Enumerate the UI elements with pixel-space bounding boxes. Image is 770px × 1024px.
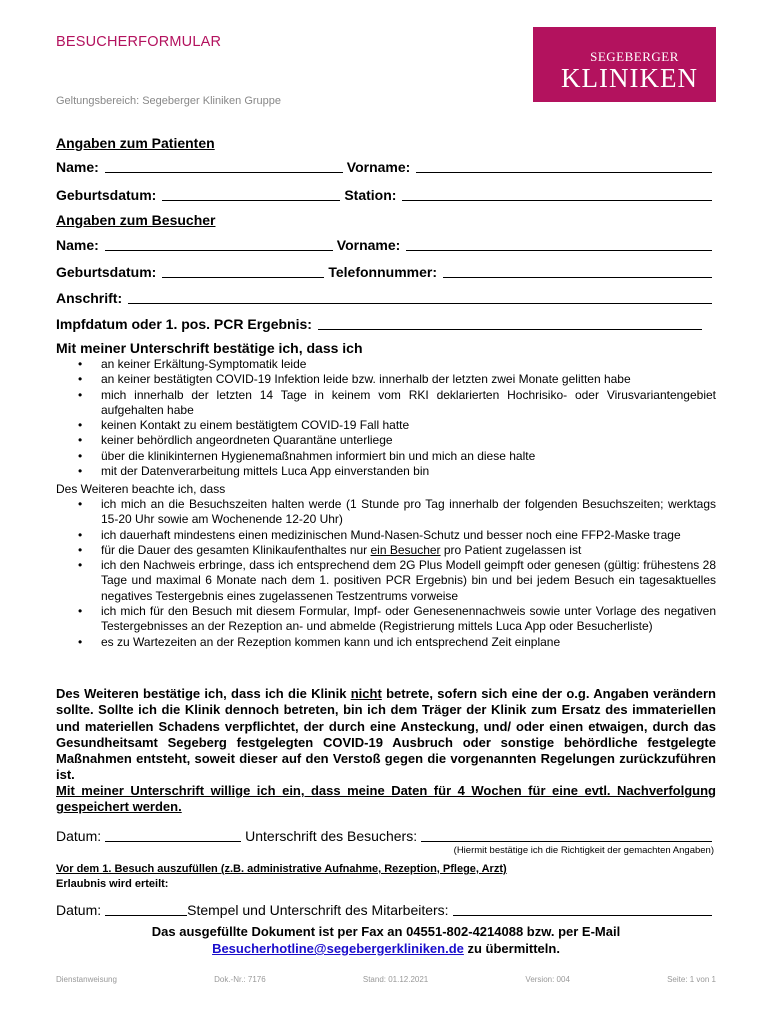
list-item: • an keiner Erkältung-Symptomatik leide	[56, 357, 716, 372]
vaccination-field[interactable]	[318, 315, 702, 330]
visitor-birth-field[interactable]	[162, 263, 324, 278]
scope-text: Geltungsbereich: Segeberger Kliniken Gruppe	[56, 95, 282, 107]
staff-date-label: Datum:	[56, 902, 102, 918]
patient-heading: Angaben zum Patienten	[56, 135, 215, 151]
list-item: • mich innerhalb der letzten 14 Tage in keinem vom RKI deklarierten Hochrisiko- oder Virusvariantengebiet aufgehalten habe	[56, 388, 716, 419]
list-item: • es zu Wartezeiten an der Rezeption kommen kann und ich entsprechend Zeit einplane	[56, 635, 716, 650]
visitor-birth-row	[56, 263, 716, 280]
list-item: • ich dauerhaft mindestens einen medizinischen Mund-Nasen-Schutz und besser noch eine FFP2-Maske trage	[56, 528, 716, 543]
list-item	[56, 543, 716, 558]
staff-date-field[interactable]	[105, 901, 187, 916]
confirm-heading: Mit meiner Unterschrift bestätige ich, dass ich	[56, 340, 363, 356]
patient-vorname-field[interactable]	[416, 158, 712, 173]
list-item: • über die klinikinternen Hygienemaßnahmen informiert bin und mich an diese halte	[56, 449, 716, 464]
email-link[interactable]: Besucherhotline@segebergerkliniken.de	[212, 941, 464, 956]
visitor-vorname-label: Vorname:	[336, 237, 401, 253]
patient-vorname-label: Vorname:	[346, 159, 411, 175]
footer-type: Dienstanweisung	[56, 975, 117, 984]
permission-text: Erlaubnis wird erteilt:	[56, 878, 169, 890]
visitor-name-row	[56, 236, 716, 253]
visitor-phone-label: Telefonnummer:	[328, 264, 437, 280]
visitor-phone-field[interactable]	[443, 263, 712, 278]
patient-name-label: Name:	[56, 159, 99, 175]
vaccination-label: Impfdatum oder 1. pos. PCR Ergebnis:	[56, 316, 312, 332]
date-field[interactable]	[105, 827, 241, 842]
patient-birth-row	[56, 186, 716, 203]
patient-birth-field[interactable]	[162, 186, 340, 201]
item-text: pro Patient zugelassen ist	[440, 542, 582, 557]
patient-name-field[interactable]	[105, 158, 343, 173]
send-instructions	[56, 923, 716, 957]
footer-page: Seite: 1 von 1	[667, 975, 716, 984]
declaration-emphasis: nicht	[350, 686, 382, 701]
list-item: • ich den Nachweis erbringe, dass ich entsprechend dem 2G Plus Modell geimpft oder genesen (gültig: frühestens 28 Tage und maximal 6 Monate nach dem 1. positiven PCR Ergebnis) bin und bei jedem Besuch ein tagesaktuelles negatives Testergebnis eines zugelassenen Testzentrums vorweise	[56, 558, 716, 604]
footer-stand: Stand: 01.12.2021	[362, 975, 429, 984]
kliniken-logo	[533, 27, 716, 102]
list-item: • ich mich an die Besuchszeiten halten werde (1 Stunde pro Tag innerhalb der folgenden Besuchszeiten; werktags 15-20 Uhr sowie am Wochenende 12-20 Uhr)	[56, 497, 716, 528]
staff-heading: Vor dem 1. Besuch auszufüllen (z.B. administrative Aufnahme, Rezeption, Pflege, Arzt)	[56, 863, 507, 875]
page-title: BESUCHERFORMULAR	[56, 34, 222, 50]
note-heading: Des Weiteren beachte ich, dass	[56, 482, 226, 496]
logo-line2: KLINIKEN	[561, 63, 698, 93]
visitor-signature-row	[56, 827, 716, 844]
visitor-address-field[interactable]	[128, 289, 712, 304]
visitor-heading: Angaben zum Besucher	[56, 212, 216, 228]
patient-station-field[interactable]	[402, 186, 712, 201]
list-item: • an keiner bestätigten COVID-19 Infektion leide bzw. innerhalb der letzten zwei Monate gelitten habe	[56, 372, 716, 387]
confirm-list	[56, 357, 716, 479]
footer-doc: Dok.-Nr.: 7176	[214, 975, 266, 984]
footer-version: Version: 004	[525, 975, 570, 984]
declaration-text: betrete, sofern sich eine der o.g. Angaben verändern sollte. Sollte ich die Klinik dennoch betreten, bin ich dem Träger der Klinik zum Ersatz des immateriellen und materiellen Schadens verpflichtet, der durch eine Ansteckung, und/ oder einen etwaigen, durch das Gesundheitsamt Segeberg festgelegten COVID-19 Ausbruch oder sonstige behördliche festgelegte Maßnahmen entsteht, soweit dieser auf den Verstoß gegen die vorgenannten Regelungen zurückzuführen ist.	[56, 686, 716, 783]
consent-paragraph: Mit meiner Unterschrift willige ich ein, dass meine Daten für 4 Wochen für eine evtl. Nachverfolgung gespeichert werden.	[56, 783, 716, 815]
visitor-vorname-field[interactable]	[406, 236, 712, 251]
note-list	[56, 497, 716, 650]
visitor-name-label: Name:	[56, 237, 99, 253]
patient-name-row	[56, 158, 716, 175]
date-label: Datum:	[56, 828, 102, 844]
stamp-label: Stempel und Unterschrift des Mitarbeiters:	[187, 902, 449, 918]
visitor-birth-label: Geburtsdatum:	[56, 264, 157, 280]
stamp-field[interactable]	[453, 901, 712, 916]
list-item: • ich mich für den Besuch mit diesem Formular, Impf- oder Genesenennachweis sowie unter Vorlage des negativen Testergebnisses an der Rezeption an- und abmelde (Registrierung mittels Luca App oder Besucherliste)	[56, 604, 716, 635]
patient-birth-label: Geburtsdatum:	[56, 187, 157, 203]
patient-station-label: Station:	[344, 187, 397, 203]
send-line2-text: zu übermitteln.	[463, 941, 560, 956]
visitor-address-row	[56, 289, 716, 306]
item-emphasis: ein Besucher	[370, 542, 441, 557]
declaration-paragraph	[56, 686, 716, 784]
signature-label: Unterschrift des Besuchers:	[245, 828, 418, 844]
list-item: • keiner behördlich angeordneten Quarantäne unterliege	[56, 433, 716, 448]
logo-line1: SEGEBERGER	[590, 49, 679, 64]
list-item: • keinen Kontakt zu einem bestätigtem COVID-19 Fall hatte	[56, 418, 716, 433]
send-line2	[56, 940, 716, 957]
signature-hint: (Hiermit bestätige ich die Richtigkeit der gemachten Angaben)	[453, 845, 714, 856]
visitor-name-field[interactable]	[105, 236, 333, 251]
item-text: für die Dauer des gesamten Klinikaufenthaltes nur	[101, 542, 371, 557]
declaration-text: Des Weiteren bestätige ich, dass ich die Klinik	[56, 686, 351, 701]
list-item: • mit der Datenverarbeitung mittels Luca App einverstanden bin	[56, 464, 716, 479]
signature-field[interactable]	[421, 827, 712, 842]
vaccination-row	[56, 315, 706, 332]
footer	[56, 975, 716, 984]
visitor-address-label: Anschrift:	[56, 290, 123, 306]
send-line1: Das ausgefüllte Dokument ist per Fax an 04551-802-4214088 bzw. per E-Mail	[151, 924, 621, 939]
staff-signature-row	[56, 901, 716, 918]
